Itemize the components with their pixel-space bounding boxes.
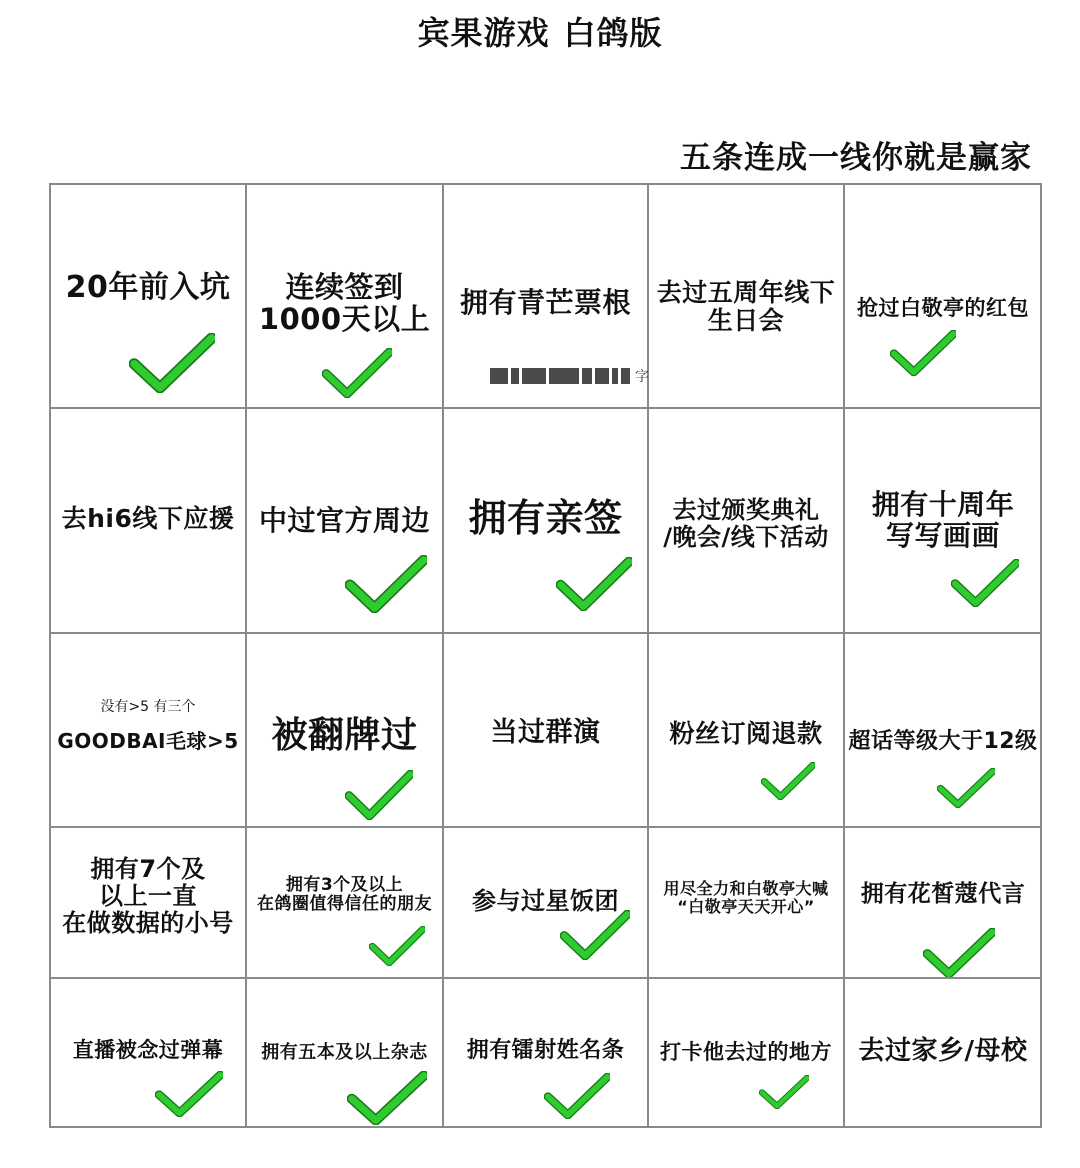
bingo-cell-21[interactable] <box>51 979 247 1128</box>
bingo-cell-line: 当过群演 <box>490 717 601 748</box>
bingo-cell-8[interactable] <box>444 409 649 634</box>
bingo-cell-4[interactable] <box>649 185 845 409</box>
checkmark-icon <box>155 1071 223 1117</box>
bingo-cell-text <box>247 1043 442 1063</box>
bingo-cell-line: 去过家乡/母校 <box>858 1036 1028 1066</box>
bingo-cell-2[interactable] <box>247 185 444 409</box>
bingo-cell-line: 拥有7个及 <box>90 855 206 883</box>
bingo-cell-line: 拥有花皙蔻代言 <box>860 881 1026 907</box>
checkmark-icon <box>556 557 632 611</box>
watermark-tail-text: 字 <box>635 369 649 385</box>
bingo-cell-line: 用尽全力和白敬亭大喊 <box>663 879 829 898</box>
bingo-cell-line: 拥有五本及以上杂志 <box>261 1042 428 1063</box>
bingo-cell-7[interactable] <box>247 409 444 634</box>
bingo-cell-17[interactable] <box>247 828 444 979</box>
checkmark-icon <box>369 926 425 966</box>
bingo-cell-line: 20年前入坑 <box>65 270 231 305</box>
bingo-cell-text <box>845 1037 1041 1066</box>
watermark-redaction <box>490 366 650 386</box>
bingo-cell-text <box>649 880 843 916</box>
checkmark-icon <box>560 910 630 960</box>
bingo-cell-line: 中过官方周边 <box>258 504 430 537</box>
bingo-cell-note: 没有>5 有三个 <box>100 699 196 715</box>
bingo-cell-text <box>247 876 442 914</box>
bingo-cell-text <box>649 279 843 335</box>
bingo-cell-12[interactable] <box>247 634 444 828</box>
bingo-cell-line: 在做数据的小号 <box>62 908 234 937</box>
bingo-cell-15[interactable] <box>845 634 1041 828</box>
bingo-cell-text <box>649 1041 843 1065</box>
bingo-cell-line: 以上一直 <box>99 881 197 910</box>
bingo-cell-line: 去过五周年线下 <box>656 278 836 307</box>
bingo-cell-line: 被翻牌过 <box>271 715 418 756</box>
checkmark-icon <box>759 1075 809 1109</box>
bingo-cell-text <box>444 287 647 318</box>
bingo-cell-16[interactable] <box>51 828 247 979</box>
bingo-cell-14[interactable] <box>649 634 845 828</box>
bingo-cell-line: 超话等级大于12级 <box>848 729 1038 754</box>
bingo-cell-line: 抢过白敬亭的红包 <box>857 296 1029 320</box>
bingo-cell-20[interactable] <box>845 828 1041 979</box>
bingo-cell-text <box>51 505 245 533</box>
bingo-cell-text <box>444 718 647 748</box>
bingo-cell-line: 参与过星饭团 <box>472 887 619 915</box>
checkmark-icon <box>345 770 413 820</box>
bingo-cell-line: /晚会/线下活动 <box>663 522 829 551</box>
bingo-cell-1[interactable] <box>51 185 247 409</box>
bingo-cell-text <box>247 271 442 336</box>
bingo-cell-text <box>845 297 1041 321</box>
checkmark-icon <box>544 1073 610 1119</box>
bingo-cell-line: 在鸽圈值得信任的朋友 <box>257 894 432 915</box>
bingo-cell-line: 拥有3个及以上 <box>285 875 404 895</box>
bingo-cell-line: 1000天以上 <box>258 302 431 337</box>
checkmark-icon <box>322 348 392 398</box>
bingo-cell-text <box>51 1039 245 1063</box>
bingo-cell-line: 拥有青芒票根 <box>459 286 631 319</box>
bingo-cell-13[interactable] <box>444 634 649 828</box>
checkmark-icon <box>129 333 215 393</box>
checkmark-icon <box>923 928 995 978</box>
checkmark-icon <box>890 330 956 376</box>
bingo-cell-line: 拥有镭射姓名条 <box>466 1038 625 1063</box>
bingo-cell-line: 去hi6线下应援 <box>61 504 235 533</box>
bingo-cell-text <box>845 730 1041 755</box>
bingo-cell-6[interactable] <box>51 409 247 634</box>
bingo-cell-text <box>649 497 843 551</box>
bingo-cell-line: 打卡他去过的地方 <box>660 1040 832 1064</box>
checkmark-icon <box>345 555 427 613</box>
checkmark-icon <box>951 559 1019 607</box>
bingo-cell-line: “白敬亭天天开心” <box>677 896 815 916</box>
bingo-cell-19[interactable] <box>649 828 845 979</box>
bingo-cell-line: 写写画画 <box>885 519 1000 553</box>
bingo-cell-line: 去过颁奖典礼 <box>672 496 820 524</box>
bingo-cell-text <box>247 716 442 756</box>
bingo-cell-11[interactable] <box>51 634 247 828</box>
bingo-cell-text <box>649 720 843 748</box>
bingo-cell-line: 拥有亲签 <box>468 496 623 540</box>
title-game-name: 宾果游戏 <box>417 14 550 52</box>
title-edition: 白鸽版 <box>563 14 663 52</box>
bingo-cell-line: 生日会 <box>707 306 785 335</box>
checkmark-icon <box>347 1071 427 1125</box>
bingo-cell-line: 粉丝订阅退款 <box>669 719 823 748</box>
bingo-cell-text <box>845 489 1041 552</box>
bingo-cell-line: 拥有十周年 <box>871 488 1015 521</box>
bingo-cell-text <box>51 730 245 752</box>
bingo-cell-line: 连续签到 <box>285 270 404 304</box>
bingo-cell-line: GOODBAI毛球>5 <box>57 729 239 753</box>
bingo-cell-text <box>444 1039 647 1064</box>
checkmark-icon <box>937 768 995 808</box>
bingo-cell-text <box>444 497 647 540</box>
bingo-cell-10[interactable] <box>845 409 1041 634</box>
bingo-cell-24[interactable] <box>649 979 845 1128</box>
bingo-cell-23[interactable] <box>444 979 649 1128</box>
page-title <box>0 8 1080 54</box>
bingo-cell-text <box>247 505 442 536</box>
bingo-grid <box>49 183 1042 1128</box>
bingo-cell-5[interactable] <box>845 185 1041 409</box>
bingo-rule-subtitle: 五条连成一线你就是赢家 <box>680 140 1032 176</box>
bingo-cell-text <box>51 856 245 937</box>
checkmark-icon <box>761 762 815 800</box>
bingo-cell-line: 直播被念过弹幕 <box>72 1038 224 1062</box>
bingo-cell-text <box>845 882 1041 908</box>
bingo-cell-text <box>51 271 245 305</box>
bingo-cell-9[interactable] <box>649 409 845 634</box>
bingo-cell-18[interactable] <box>444 828 649 979</box>
bingo-cell-22[interactable] <box>247 979 444 1128</box>
bingo-cell-25[interactable] <box>845 979 1041 1128</box>
